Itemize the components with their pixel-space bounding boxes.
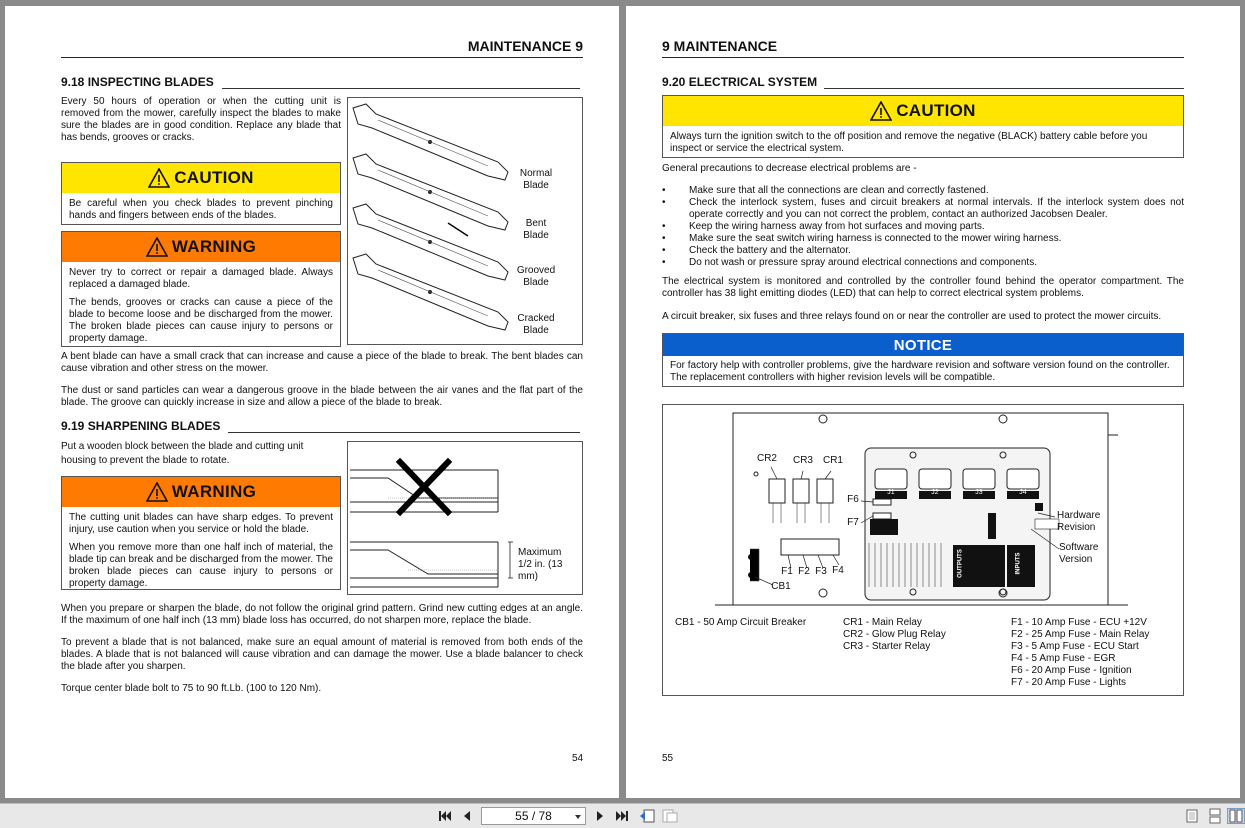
right-page <box>626 6 1240 798</box>
section-title-9-18: 9.18 INSPECTING BLADES <box>61 75 214 89</box>
legend-f1: F1 - 10 Amp Fuse - ECU +12V <box>1011 617 1147 628</box>
caution-text: Always turn the ignition switch to the off position and remove the negative (BLACK) battery cable before you inspect or service the electrical system. <box>670 131 1148 154</box>
outputs-label: OUTPUTS <box>957 549 964 578</box>
inspect-intro: Every 50 hours of operation or when the cutting unit is removed from the mower, carefully inspect the blades to make sure the blades are in good condition. Replace any blade that has bends, grooves or cracks. <box>61 96 341 143</box>
grooved-blade-label: Grooved Blade <box>516 265 556 288</box>
f1-label: F1 <box>781 566 793 577</box>
list-item: • Make sure the seat switch wiring harness is connected to the mower wiring harness. <box>662 233 1184 245</box>
cr3-label: CR3 <box>792 455 813 466</box>
warning-label: WARNING <box>171 482 257 501</box>
legend-cr1: CR1 - Main Relay <box>843 617 922 628</box>
f2-label: F2 <box>798 566 810 577</box>
notice-box <box>662 333 1184 387</box>
go-back-button[interactable] <box>638 808 656 824</box>
caution-header <box>62 163 340 193</box>
list-item: • Keep the wiring harness away from hot surfaces and moving parts. <box>662 221 1184 233</box>
cr1-label: CR1 <box>822 455 843 466</box>
general-precautions: General precautions to decrease electrical problems are - <box>662 163 917 174</box>
page-number-select[interactable] <box>481 807 586 825</box>
list-item: • Check the battery and the alternator. <box>662 245 1184 257</box>
warning-text-1: The cutting unit blades can have sharp edges. To prevent injury, use caution when you service or hold the blade. <box>69 512 333 535</box>
cracked-blade-label: Cracked Blade <box>517 313 555 336</box>
header-rule <box>662 57 1184 58</box>
section-rule <box>222 88 580 89</box>
f7-label: F7 <box>847 517 859 528</box>
warning-triangle-icon <box>870 101 892 121</box>
caution-label: CAUTION <box>174 168 254 187</box>
last-page-button[interactable] <box>613 808 631 824</box>
warning-body <box>62 507 340 595</box>
warning-header <box>62 232 340 262</box>
warning-triangle-icon <box>146 482 168 502</box>
facing-pages-icon <box>1229 809 1243 823</box>
legend-f3: F3 - 5 Amp Fuse - ECU Start <box>1011 641 1139 652</box>
groove-paragraph: The dust or sand particles can wear a dangerous groove in the blade between the air vanes and the flat part of the blade. The groove can quickly increase in size and allow a piece of the blade to break. <box>61 385 583 408</box>
header-rule <box>61 57 583 58</box>
previous-page-button[interactable] <box>458 808 476 824</box>
cr2-label: CR2 <box>756 453 777 464</box>
go-forward-button[interactable] <box>661 808 679 824</box>
caution-header <box>663 96 1183 126</box>
caution-box <box>61 162 341 225</box>
legend-cr2: CR2 - Glow Plug Relay <box>843 629 946 640</box>
page-number: 54 <box>572 753 584 764</box>
sharpen-warning-box <box>61 476 341 590</box>
bent-blade-paragraph: A bent blade can have a small crack that can increase and cause a piece of the blade to break. The bent blades can cause vibration and other stress on the mower. <box>61 351 583 374</box>
legend-f2: F2 - 25 Amp Fuse - Main Relay <box>1011 629 1150 640</box>
f4-label: F4 <box>832 565 844 576</box>
list-item: • Make sure that all the connections are clean and correctly fastened. <box>662 185 1184 197</box>
legend-f7: F7 - 20 Amp Fuse - Lights <box>1011 677 1127 688</box>
warning-body <box>62 262 340 350</box>
single-page-icon <box>1186 809 1198 823</box>
previous-page-icon <box>462 810 472 822</box>
next-page-icon <box>595 810 605 822</box>
legend-f6: F6 - 20 Amp Fuse - Ignition <box>1011 665 1132 676</box>
continuous-page-icon <box>1209 808 1221 824</box>
precaution-list <box>662 185 1184 269</box>
controller-figure <box>662 404 1184 696</box>
list-item: • Do not wash or pressure spray around electrical connections and components. <box>662 257 1184 269</box>
software-version-label: Software Version <box>1059 542 1099 565</box>
bent-blade-label: Bent Blade <box>523 218 549 241</box>
sharpening-figure <box>347 441 583 595</box>
sharpen-paragraph: When you prepare or sharpen the blade, do not follow the original grind pattern. Grind new cutting edges at an angle. If the maximum of one half inch (13 mm) blade loss has occurred, do not sharpen more, replace the blade. <box>61 603 583 626</box>
maximum-label: Maximum 1/2 in. (13 mm) <box>518 547 563 582</box>
electrical-caution-box <box>662 95 1184 158</box>
inputs-label: INPUTS <box>1015 552 1022 575</box>
chevron-down-icon <box>575 815 581 819</box>
warning-text-1: Never try to correct or repair a damaged blade. Always replaced a damaged blade. <box>69 267 333 290</box>
last-page-icon <box>615 810 629 822</box>
blades-figure <box>347 97 583 345</box>
list-item: • Check the interlock system, fuses and circuit breakers at normal intervals. If the interlock system does not operate correctly and you can not correct the problem, contact an authorized Jacobsen Dealer. <box>662 197 1184 221</box>
continuous-view-button[interactable] <box>1206 808 1224 824</box>
first-page-button[interactable] <box>436 808 454 824</box>
left-page-header: MAINTENANCE 9 <box>467 38 583 54</box>
f3-label: F3 <box>815 566 827 577</box>
f6-label: F6 <box>847 494 859 505</box>
viewer-toolbar <box>0 803 1245 828</box>
left-page <box>5 6 619 798</box>
page-number: 55 <box>662 753 674 764</box>
warning-text-2: When you remove more than one half inch of material, the blade tip can break and be discharged from the mower. The broken blade pieces can cause injury to persons or property damage. <box>69 542 333 589</box>
torque-paragraph: Torque center blade bolt to 75 to 90 ft.Lb. (100 to 120 Nm). <box>61 683 322 694</box>
right-page-header: 9 MAINTENANCE <box>662 38 778 54</box>
notice-text: For factory help with controller problems, give the hardware revision and software version found on the controller. The replacement controllers with higher revision levels will be compatible. <box>670 360 1170 383</box>
section-rule <box>824 88 1184 89</box>
warning-triangle-icon <box>148 168 170 188</box>
hardware-revision-label: Hardware Revision <box>1057 510 1101 533</box>
controller-paragraph: The electrical system is monitored and controlled by the controller found behind the operator compartment. The controller has 38 light emitting diodes (LED) that can help to correct electrical system problems. <box>662 276 1184 299</box>
legend-f4: F4 - 5 Amp Fuse - EGR <box>1011 653 1116 664</box>
warning-box <box>61 231 341 347</box>
single-page-view-button[interactable] <box>1183 808 1201 824</box>
caution-text: Be careful when you check blades to prevent pinching hands and fingers between ends of the blades. <box>69 198 333 221</box>
warning-triangle-icon <box>146 237 168 257</box>
facing-view-button[interactable] <box>1227 808 1245 824</box>
warning-text-2: The bends, grooves or cracks can cause a piece of the blade to become loose and be discharged from the mower. The broken blade pieces can cause injury to persons or property damage. <box>69 297 333 344</box>
normal-blade-label: Normal Blade <box>519 168 553 191</box>
forward-view-icon <box>662 809 678 823</box>
first-page-icon <box>438 810 452 822</box>
warning-header <box>62 477 340 507</box>
section-title-9-20: 9.20 ELECTRICAL SYSTEM <box>662 75 818 89</box>
notice-header: NOTICE <box>663 334 1183 356</box>
legend-cr3: CR3 - Starter Relay <box>843 641 931 652</box>
caution-label: CAUTION <box>896 101 976 120</box>
back-view-icon <box>639 809 655 823</box>
sharpen-intro: Put a wooden block between the blade and cutting unit housing to prevent the blade to rotate. <box>61 441 304 466</box>
j3-label: J3 <box>975 489 983 496</box>
section-rule <box>228 432 580 433</box>
circuit-paragraph: A circuit breaker, six fuses and three relays found on or near the controller are used to protect the mower circuits. <box>662 311 1162 322</box>
legend-cb1: CB1 - 50 Amp Circuit Breaker <box>675 617 807 628</box>
cb1-label: CB1 <box>771 581 791 592</box>
page-indicator: 55 / 78 <box>515 809 552 823</box>
section-title-9-19: 9.19 SHARPENING BLADES <box>61 419 221 433</box>
next-page-button[interactable] <box>591 808 609 824</box>
j2-label: J2 <box>931 489 939 496</box>
j1-label: J1 <box>887 489 895 496</box>
j4-label: J4 <box>1019 489 1027 496</box>
warning-label: WARNING <box>171 237 257 256</box>
balance-paragraph: To prevent a blade that is not balanced, make sure an equal amount of material is removed from both ends of the blades. A blade that is not balanced will cause vibration and can damage the mower. Use a blade balancer to check the blade after you sharpen. <box>61 637 583 672</box>
